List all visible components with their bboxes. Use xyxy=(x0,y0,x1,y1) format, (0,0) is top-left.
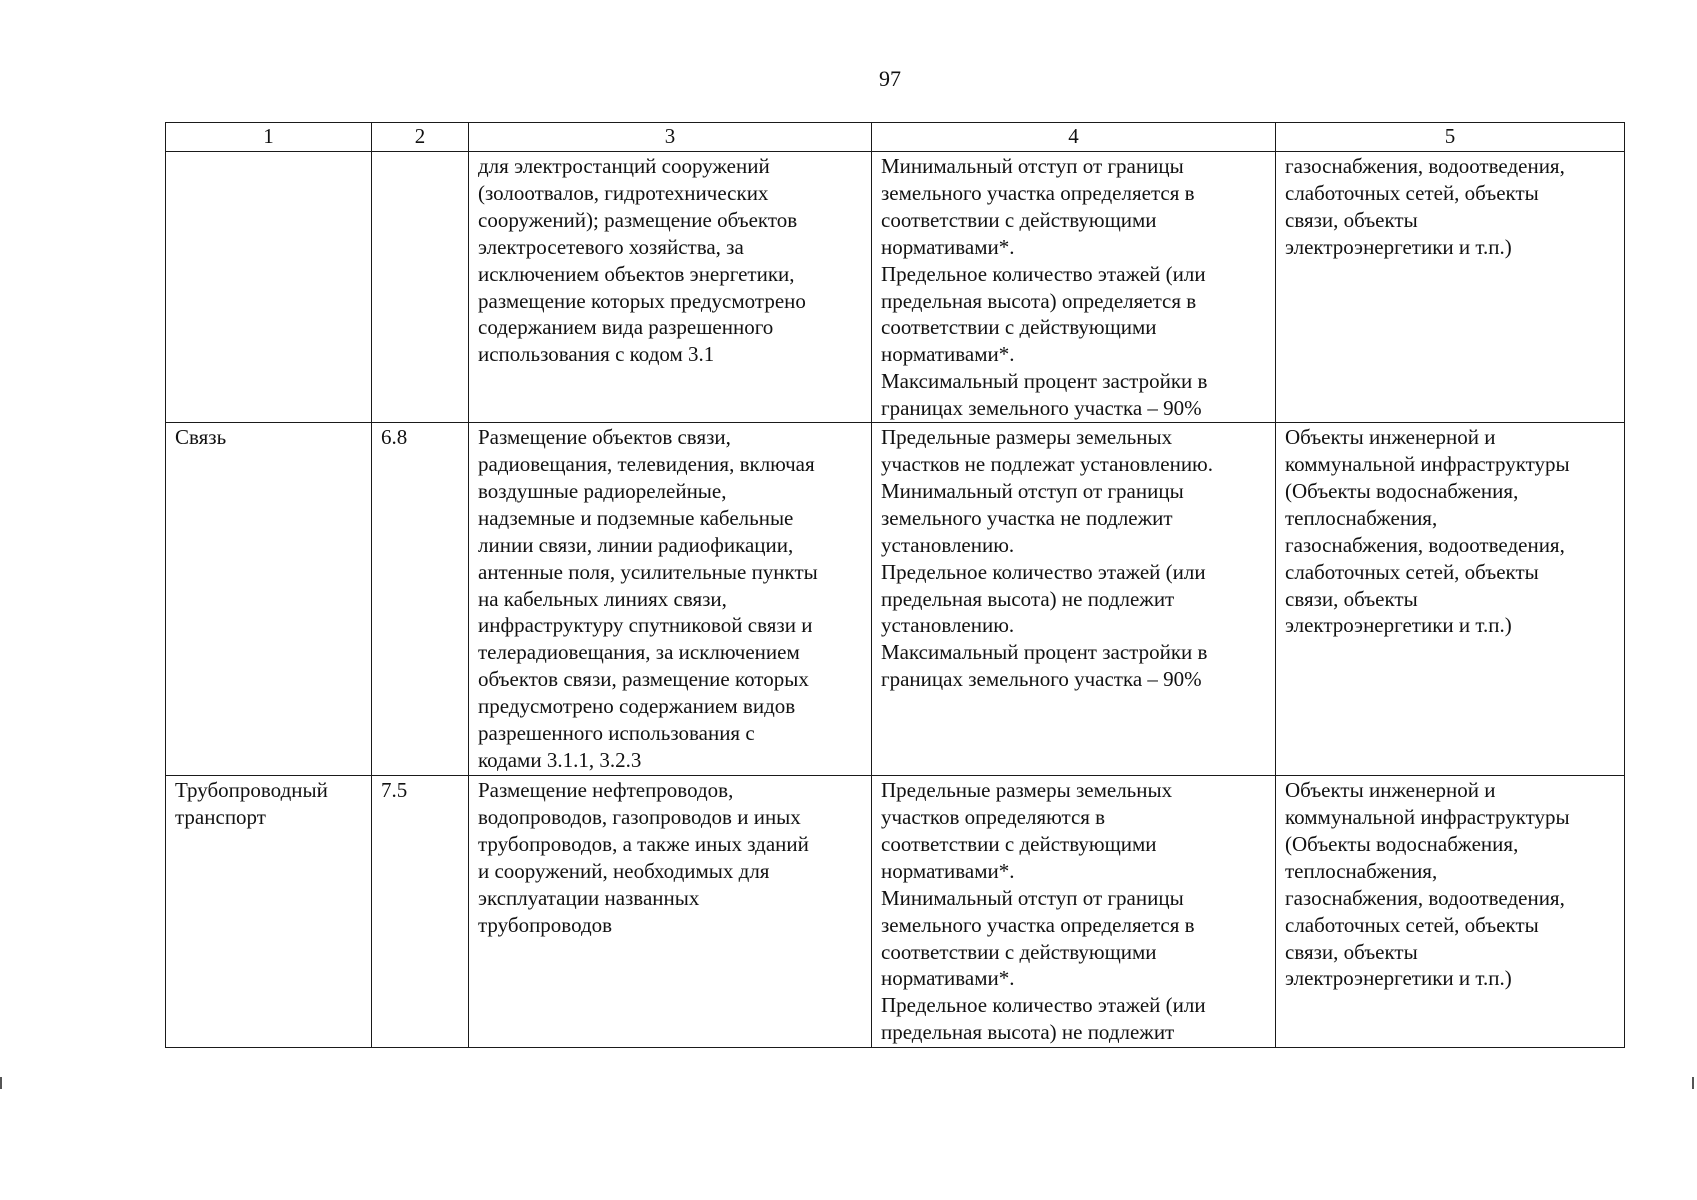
header-col-5: 5 xyxy=(1276,123,1625,152)
auxiliary-line: коммунальной инфраструктуры xyxy=(1285,804,1570,829)
description-line: эксплуатации названных xyxy=(478,885,700,910)
parameters-line: Минимальный отступ от границы xyxy=(881,478,1184,503)
parameters-cell xyxy=(872,423,1276,776)
use-description-cell xyxy=(469,423,872,776)
auxiliary-line: Объекты инженерной и xyxy=(1285,778,1496,803)
parameters-line: Предельное количество этажей (или xyxy=(881,993,1206,1018)
auxiliary-line: электроэнергетики и т.п.) xyxy=(1285,234,1512,259)
parameters-line: соответствии с действующими xyxy=(881,939,1157,964)
auxiliary-line: (Объекты водоснабжения, xyxy=(1285,831,1519,856)
use-name-cell xyxy=(166,152,372,423)
description-line: телерадиовещания, за исключением xyxy=(478,640,800,665)
parameters-line: участков определяются в xyxy=(881,804,1106,829)
use-name-cell xyxy=(166,776,372,1048)
description-line: линии связи, линии радиофикации, xyxy=(478,532,794,557)
auxiliary-line: связи, объекты xyxy=(1285,207,1418,232)
parameters-line: земельного участка определяется в xyxy=(881,180,1195,205)
auxiliary-line: электроэнергетики и т.п.) xyxy=(1285,613,1512,638)
use-code: 6.8 xyxy=(381,425,408,450)
parameters-line: соответствии с действующими xyxy=(881,315,1157,340)
description-line: использования с кодом 3.1 xyxy=(478,342,715,367)
parameters-line: Максимальный процент застройки в xyxy=(881,369,1208,394)
description-line: антенные поля, усилительные пункты xyxy=(478,559,818,584)
auxiliary-line: Объекты инженерной и xyxy=(1285,425,1496,450)
auxiliary-line: слаботочных сетей, объекты xyxy=(1285,912,1539,937)
auxiliary-line: слаботочных сетей, объекты xyxy=(1285,559,1539,584)
auxiliary-line: слаботочных сетей, объекты xyxy=(1285,180,1539,205)
description-line: разрешенного использования с xyxy=(478,721,755,746)
header-col-4: 4 xyxy=(872,123,1276,152)
description-line: для электростанций сооружений xyxy=(478,154,770,178)
parameters-line: установлению. xyxy=(881,613,1015,638)
parameters-line: установлению. xyxy=(881,532,1015,557)
description-line: объектов связи, размещение которых xyxy=(478,667,809,692)
parameters-line: Минимальный отступ от границы xyxy=(881,154,1184,178)
parameters-line: границах земельного участка – 90% xyxy=(881,667,1202,692)
scan-edge-mark-left xyxy=(0,1077,2,1089)
auxiliary-line: газоснабжения, водоотведения, xyxy=(1285,885,1565,910)
auxiliary-cell xyxy=(1276,152,1625,423)
parameters-line: земельного участка определяется в xyxy=(881,912,1195,937)
parameters-line: соответствии с действующими xyxy=(881,831,1157,856)
parameters-line: соответствии с действующими xyxy=(881,207,1157,232)
auxiliary-line: коммунальной инфраструктуры xyxy=(1285,451,1570,476)
description-line: надземные и подземные кабельные xyxy=(478,505,794,530)
auxiliary-line: связи, объекты xyxy=(1285,586,1418,611)
use-name-line: транспорт xyxy=(175,804,266,829)
description-line: и сооружений, необходимых для xyxy=(478,858,770,883)
parameters-line: предельная высота) не подлежит xyxy=(881,1020,1175,1045)
header-col-1: 1 xyxy=(166,123,372,152)
parameters-line: границах земельного участка – 90% xyxy=(881,396,1202,421)
description-line: предусмотрено содержанием видов xyxy=(478,694,796,719)
parameters-line: участков не подлежат установлению. xyxy=(881,451,1213,476)
auxiliary-line: теплоснабжения, xyxy=(1285,505,1438,530)
description-line: кодами 3.1.1, 3.2.3 xyxy=(478,747,642,772)
parameters-line: Предельные размеры земельных xyxy=(881,778,1173,803)
auxiliary-line: электроэнергетики и т.п.) xyxy=(1285,966,1512,991)
parameters-line: нормативами*. xyxy=(881,966,1015,991)
auxiliary-line: газоснабжения, водоотведения, xyxy=(1285,154,1565,178)
description-line: на кабельных линиях связи, xyxy=(478,586,727,611)
use-code-cell xyxy=(372,152,469,423)
description-line: воздушные радиорелейные, xyxy=(478,478,727,503)
description-line: размещение которых предусмотрено xyxy=(478,288,806,313)
auxiliary-line: теплоснабжения, xyxy=(1285,858,1438,883)
page-number: 97 xyxy=(879,66,901,91)
parameters-line: Предельное количество этажей (или xyxy=(881,261,1206,286)
description-line: трубопроводов xyxy=(478,912,613,937)
description-line: исключением объектов энергетики, xyxy=(478,261,795,286)
parameters-cell xyxy=(872,152,1276,423)
scan-edge-mark-right xyxy=(1692,1077,1694,1089)
table-row xyxy=(166,423,1625,776)
auxiliary-cell xyxy=(1276,776,1625,1048)
use-code: 7.5 xyxy=(381,778,408,803)
description-line: (золоотвалов, гидротехнических xyxy=(478,180,769,205)
auxiliary-line: связи, объекты xyxy=(1285,939,1418,964)
parameters-line: нормативами*. xyxy=(881,858,1015,883)
parameters-line: Минимальный отступ от границы xyxy=(881,885,1184,910)
description-line: содержанием вида разрешенного xyxy=(478,315,774,340)
table-row xyxy=(166,776,1625,1048)
auxiliary-line: (Объекты водоснабжения, xyxy=(1285,478,1519,503)
auxiliary-cell xyxy=(1276,423,1625,776)
use-code-cell xyxy=(372,776,469,1048)
description-line: трубопроводов, а также иных зданий xyxy=(478,831,809,856)
parameters-line: Предельное количество этажей (или xyxy=(881,559,1206,584)
header-col-3: 3 xyxy=(469,123,872,152)
auxiliary-line: газоснабжения, водоотведения, xyxy=(1285,532,1565,557)
description-line: электросетевого хозяйства, за xyxy=(478,234,744,259)
table-row xyxy=(166,152,1625,423)
use-code-cell xyxy=(372,423,469,776)
parameters-line: нормативами*. xyxy=(881,342,1015,367)
header-row xyxy=(166,123,1625,152)
parameters-cell xyxy=(872,776,1276,1048)
parameters-line: нормативами*. xyxy=(881,234,1015,259)
use-name-cell xyxy=(166,423,372,776)
parameters-line: Предельные размеры земельных xyxy=(881,425,1173,450)
parameters-line: земельного участка не подлежит xyxy=(881,505,1173,530)
use-name-line: Трубопроводный xyxy=(175,778,328,803)
header-col-2: 2 xyxy=(372,123,469,152)
parameters-line: Максимальный процент застройки в xyxy=(881,640,1208,665)
zoning-table xyxy=(165,122,1625,1048)
description-line: инфраструктуру спутниковой связи и xyxy=(478,613,813,638)
description-line: водопроводов, газопроводов и иных xyxy=(478,804,801,829)
use-name: Связь xyxy=(175,425,227,450)
parameters-line: предельная высота) не подлежит xyxy=(881,586,1175,611)
description-line: Размещение объектов связи, xyxy=(478,425,731,450)
use-description-cell xyxy=(469,152,872,423)
description-line: Размещение нефтепроводов, xyxy=(478,778,734,803)
use-description-cell xyxy=(469,776,872,1048)
parameters-line: предельная высота) определяется в xyxy=(881,288,1197,313)
description-line: сооружений); размещение объектов xyxy=(478,207,798,232)
description-line: радиовещания, телевидения, включая xyxy=(478,451,815,476)
